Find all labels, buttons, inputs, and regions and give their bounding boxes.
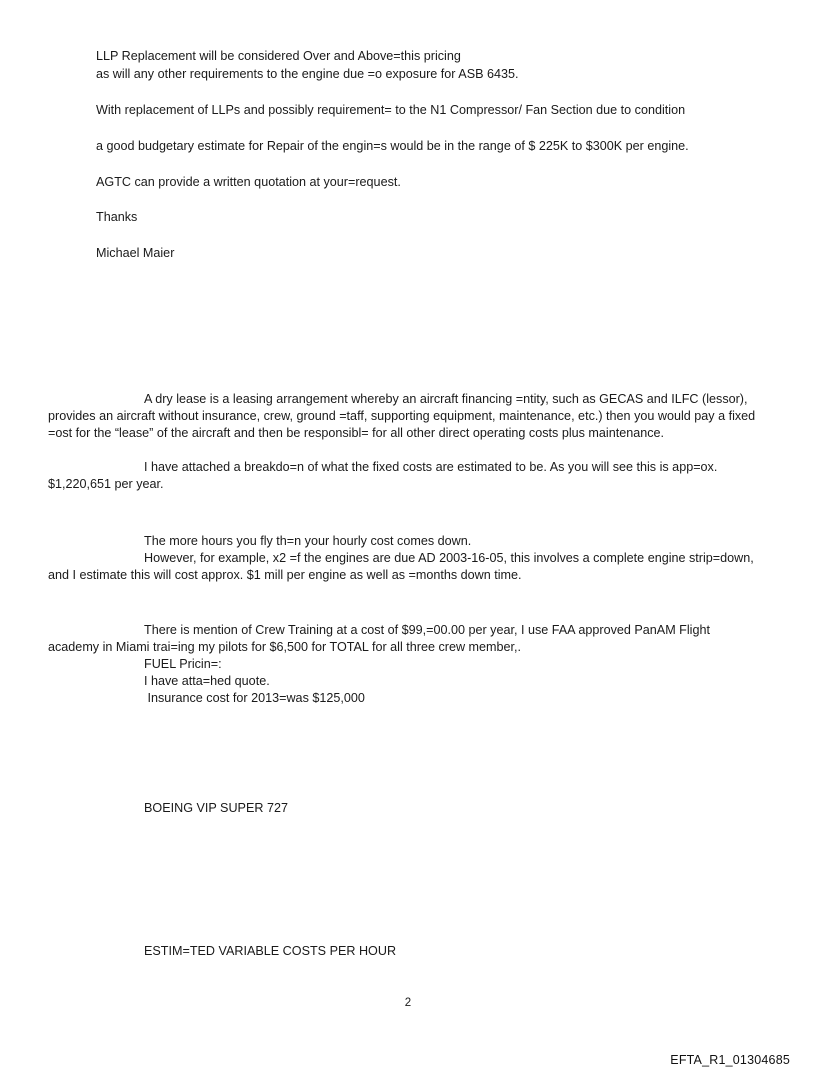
page-number: 2 [404,997,412,1009]
email-line-budget-estimate: a good budgetary estimate for Repair of the engin=s would be in the range of $ 225K to $300K per engine. [96,139,689,153]
email-line-n1-compressor: With replacement of LLPs and possibly requirement= to the N1 Compressor/ Fan Section due to condition [96,103,686,117]
memo-attached-quote: I have atta=hed quote. [144,674,270,688]
memo-paragraph-hourly-cost: The more hours you fly th=n your hourly cost comes down. [144,534,472,548]
email-line-quotation: AGTC can provide a written quotation at your=request. [96,175,401,189]
memo-paragraph-engines-ad: However, for example, x2 =f the engines are due AD 2003-16-05, this involves a complete engine strip=down, and I estimate this will cost approx. $1 mill per engine as well as =months down time. [48,551,754,582]
bates-number: EFTA_R1_01304685 [670,1053,790,1067]
email-closing: Thanks [96,210,138,224]
memo-fuel-pricing: FUEL Pricin=: [144,657,222,671]
heading-estimated-variable-costs: ESTIM=TED VARIABLE COSTS PER HOUR [144,944,397,958]
email-line-llp-replacement: LLP Replacement will be considered Over and Above=this pricing [96,49,461,63]
heading-boeing-vip-super-727: BOEING VIP SUPER 727 [144,801,288,815]
memo-paragraph-fixed-costs: I have attached a breakdo=n of what the fixed costs are estimated to be. As you will see this is app=ox. $1,220,651 per year. [48,460,718,491]
email-signature: Michael Maier [96,246,175,260]
memo-paragraph-crew-training: There is mention of Crew Training at a cost of $99,=00.00 per year, I use FAA approved PanAM Flight academy in Miami trai=ing my pilots for $6,500 for TOTAL for all three crew member,. [48,623,710,654]
email-line-asb: as will any other requirements to the engine due =o exposure for ASB 6435. [96,67,519,81]
memo-paragraph-dry-lease: A dry lease is a leasing arrangement whereby an aircraft financing =ntity, such as GECAS and ILFC (lessor), provides an aircraft without insurance, crew, ground =taff, supporting equipment, maintenance, etc.) then you would pay a fixed =ost for the “lease” of the aircraft and then be responsibl= for all other direct operating costs plus maintenance. [48,392,756,440]
memo-insurance-cost: Insurance cost for 2013=was $125,000 [144,691,365,705]
